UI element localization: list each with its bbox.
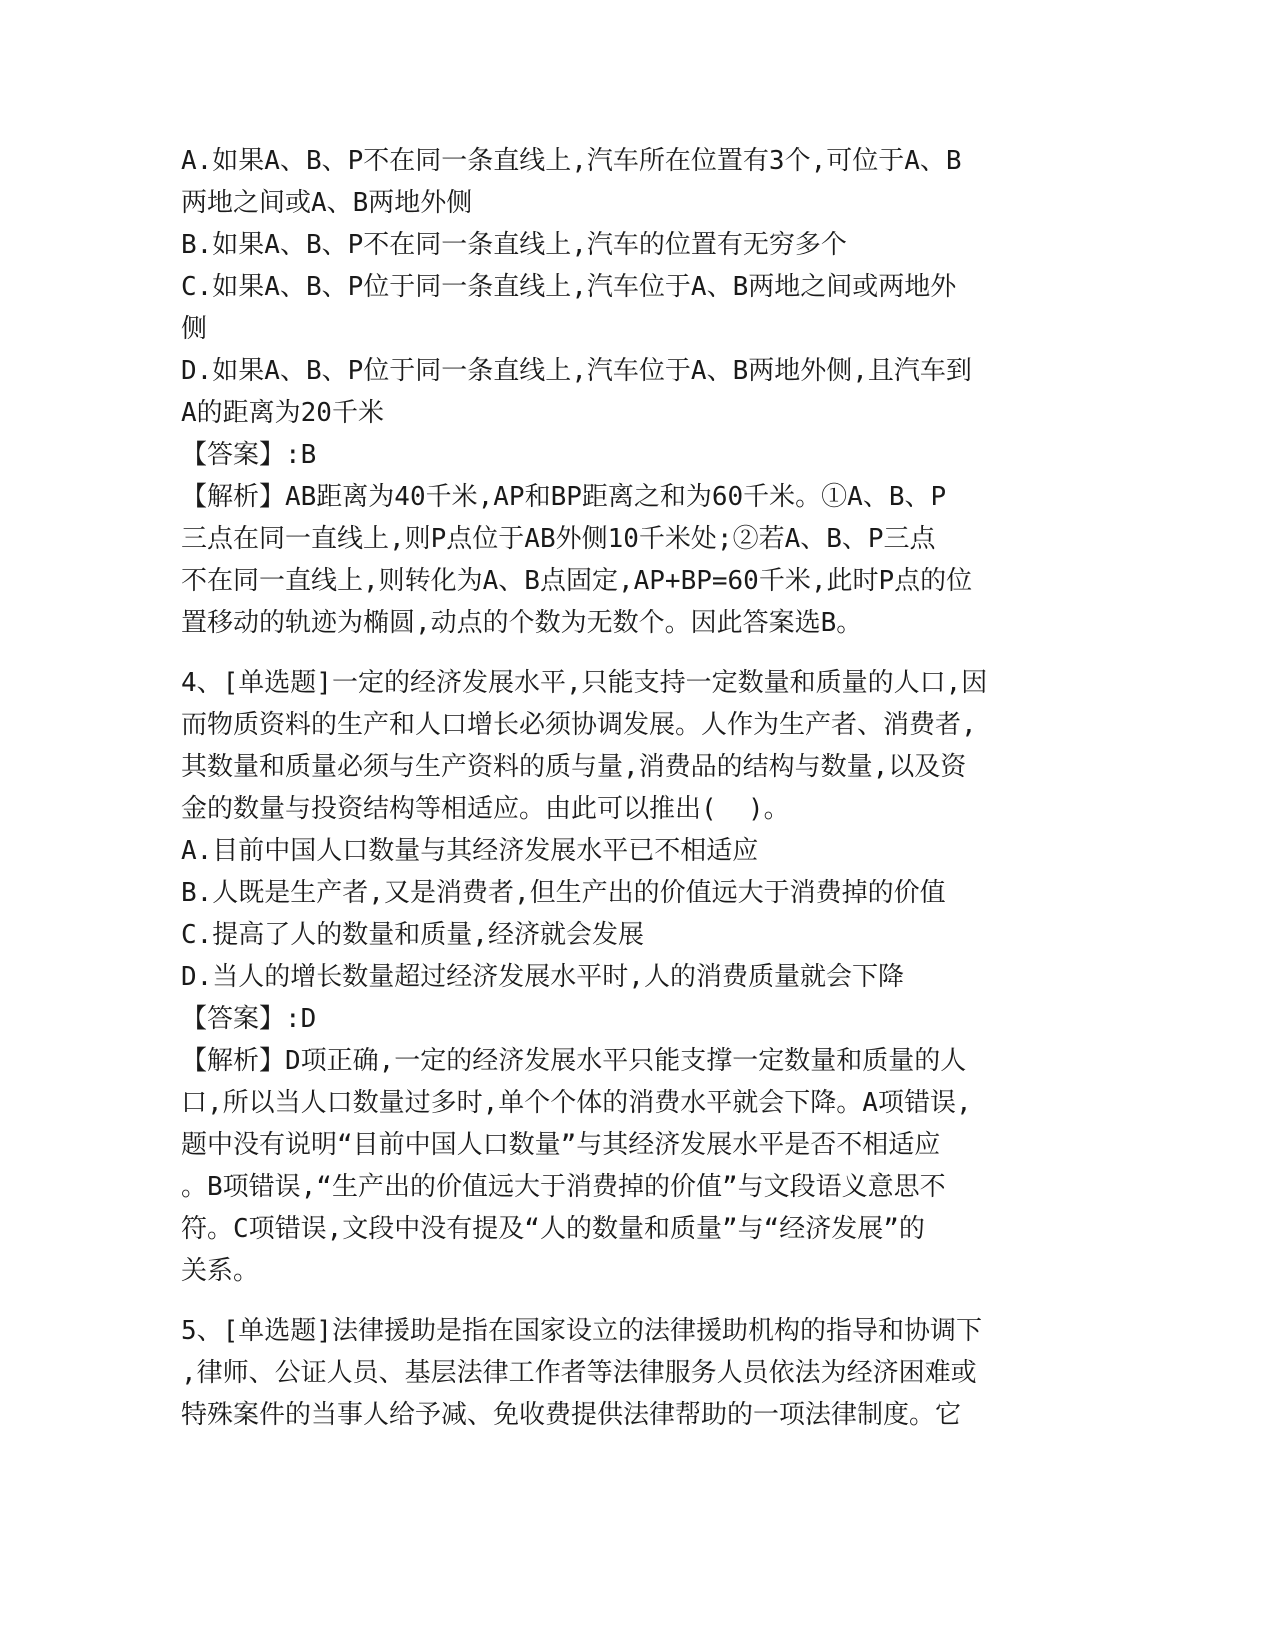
text-line: 侧 <box>181 314 208 344</box>
text-line: 4、[单选题]一定的经济发展水平,只能支持一定数量和质量的人口,因 <box>181 668 988 698</box>
text-line: 特殊案件的当事人给予减、免收费提供法律帮助的一项法律制度。它 <box>181 1400 962 1430</box>
spacer <box>181 1292 1031 1310</box>
text-line: 金的数量与投资结构等相适应。由此可以推出( )。 <box>181 794 790 824</box>
text-line: 口,所以当人口数量过多时,单个个体的消费水平就会下降。A项错误, <box>181 1088 972 1118</box>
q4-option-a: A.目前中国人口数量与其经济发展水平已不相适应 <box>181 836 759 866</box>
text-line: 不在同一直线上,则转化为A、B点固定,AP+BP=60千米,此时P点的位 <box>181 566 973 596</box>
text-line: 5、[单选题]法律援助是指在国家设立的法律援助机构的指导和协调下 <box>181 1316 982 1346</box>
q4-option-d: D.当人的增长数量超过经济发展水平时,人的消费质量就会下降 <box>181 962 904 992</box>
text-line: A.如果A、B、P不在同一条直线上,汽车所在位置有3个,可位于A、B <box>181 146 962 176</box>
text-line: C.如果A、B、P位于同一条直线上,汽车位于A、B两地之间或两地外 <box>181 272 957 302</box>
text-line: 符。C项错误,文段中没有提及“人的数量和质量”与“经济发展”的 <box>181 1214 925 1244</box>
q4-analysis <box>181 1040 1031 1292</box>
text-line: 两地之间或A、B两地外侧 <box>181 188 473 218</box>
q4-option-c: C.提高了人的数量和质量,经济就会发展 <box>181 920 644 950</box>
document-page <box>181 140 1031 1436</box>
text-line: 【解析】D项正确,一定的经济发展水平只能支撑一定数量和质量的人 <box>181 1046 967 1076</box>
text-line: 其数量和质量必须与生产资料的质与量,消费品的结构与数量,以及资 <box>181 752 967 782</box>
q3-option-a <box>181 140 1031 224</box>
text-line: 题中没有说明“目前中国人口数量”与其经济发展水平是否不相适应 <box>181 1130 941 1160</box>
text-line: 关系。 <box>181 1256 260 1286</box>
q3-option-c <box>181 266 1031 350</box>
q3-option-b <box>181 224 1031 266</box>
text-line: B.如果A、B、P不在同一条直线上,汽车的位置有无穷多个 <box>181 230 847 260</box>
q4-stem <box>181 662 1031 830</box>
text-line: 【解析】AB距离为40千米,AP和BP距离之和为60千米。①A、B、P <box>181 482 947 512</box>
text-line: D.如果A、B、P位于同一条直线上,汽车位于A、B两地外侧,且汽车到 <box>181 356 972 386</box>
q3-answer: 【答案】:B <box>181 440 317 470</box>
q4-answer: 【答案】:D <box>181 1004 317 1034</box>
spacer <box>181 644 1031 662</box>
q5-stem <box>181 1310 1031 1436</box>
text-line: ,律师、公证人员、基层法律工作者等法律服务人员依法为经济困难或 <box>181 1358 977 1388</box>
text-line: 。B项错误,“生产出的价值远大于消费掉的价值”与文段语义意思不 <box>181 1172 946 1202</box>
q4-option-b: B.人既是生产者,又是消费者,但生产出的价值远大于消费掉的价值 <box>181 878 946 908</box>
text-line: 而物质资料的生产和人口增长必须协调发展。人作为生产者、消费者, <box>181 710 977 740</box>
text-line: A的距离为20千米 <box>181 398 384 428</box>
text-line: 三点在同一直线上,则P点位于AB外侧10千米处;②若A、B、P三点 <box>181 524 936 554</box>
text-line: 置移动的轨迹为椭圆,动点的个数为无数个。因此答案选B。 <box>181 608 863 638</box>
q3-analysis <box>181 476 1031 644</box>
q3-option-d <box>181 350 1031 434</box>
